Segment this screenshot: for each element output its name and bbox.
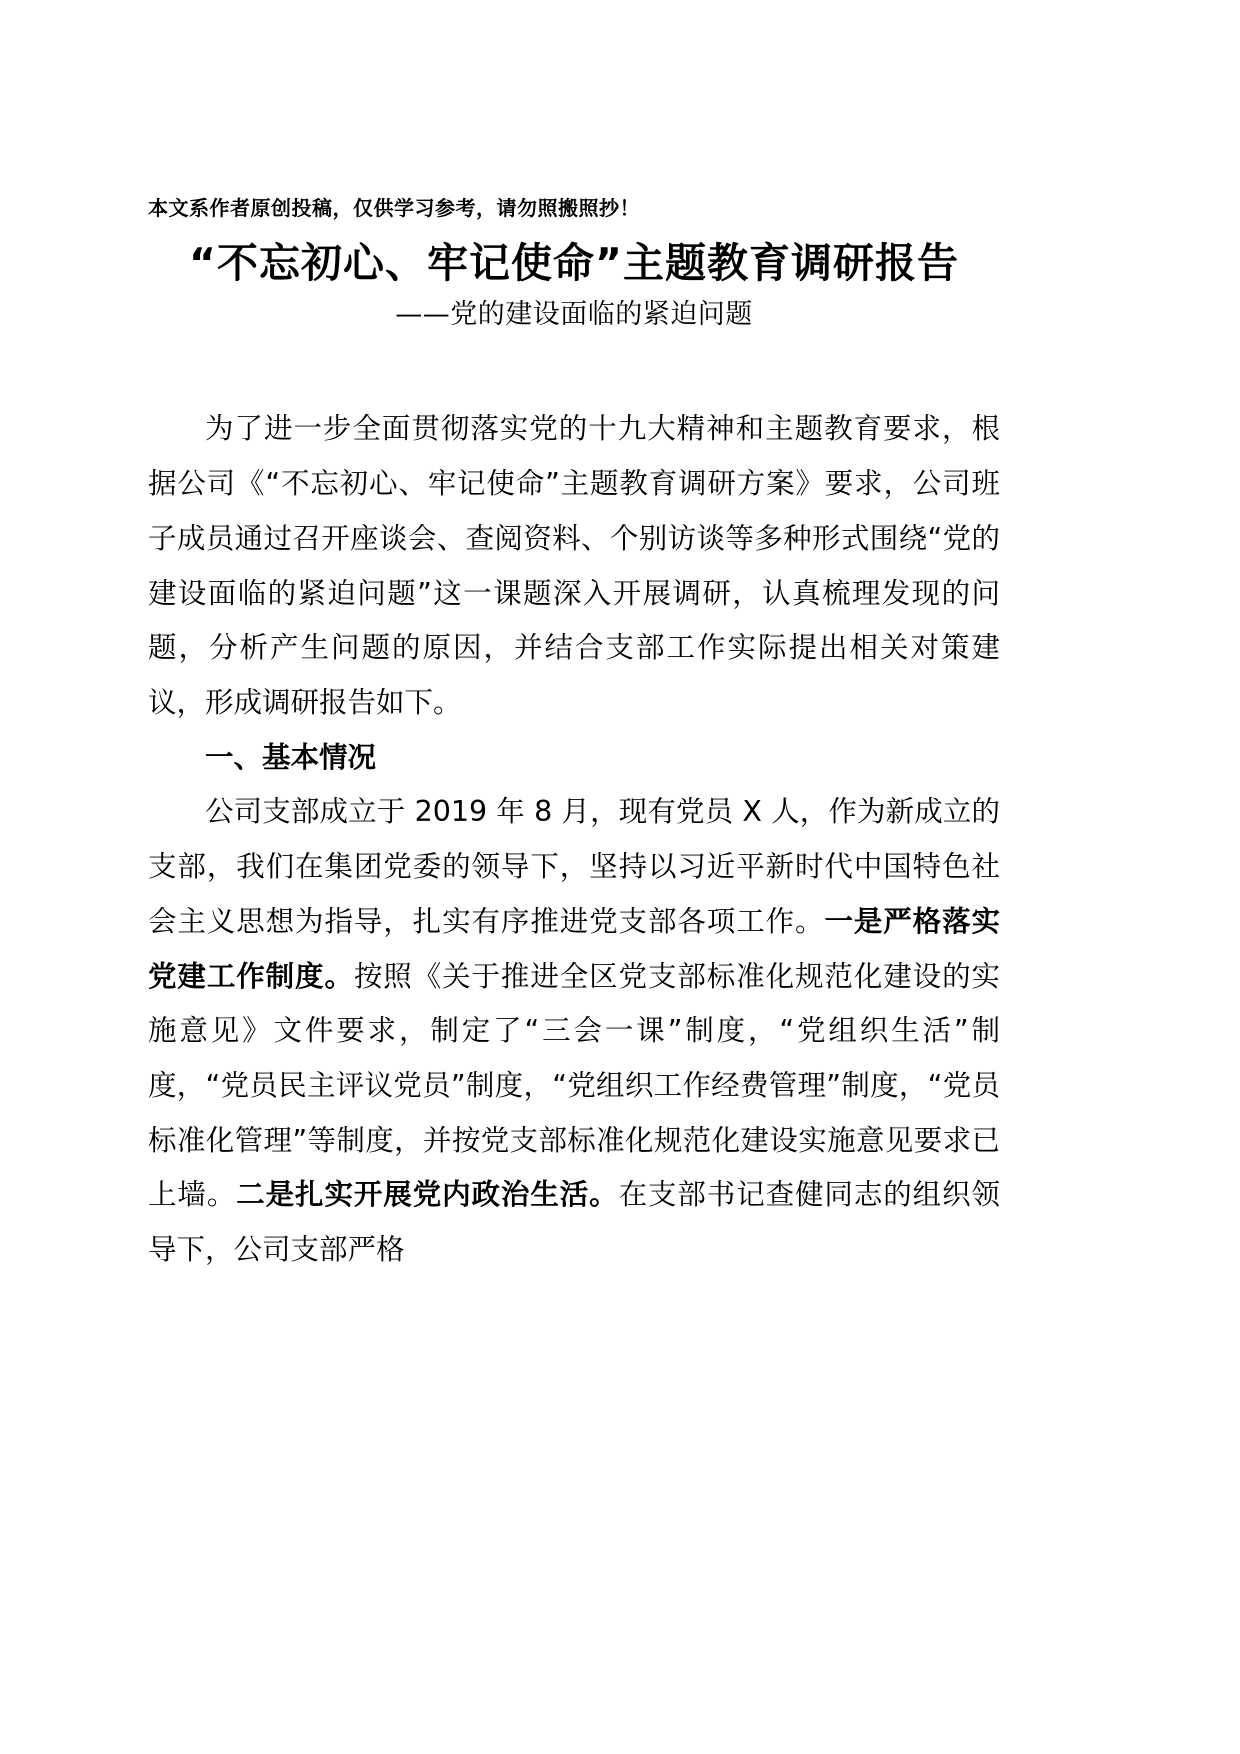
text-run: 按照《关于推进全区党支部标准化规范化建设的实施意见》文件要求，制定了“三会一课”制度，“党组织生活”制度，“党员民主评议党员”制度，“党组织工作经费管理”制度，“党员标准化管理”等制度，并按党支部标准化规范化建设实施意见要求已上墙。	[148, 959, 1000, 1212]
emphasis-run: 二是扎实开展党内政治生活。	[236, 1178, 619, 1212]
copyright-notice: 本文系作者原创投稿，仅供学习参考，请勿照搬照抄！	[148, 196, 640, 220]
page-title: “不忘初心、牢记使命”主题教育调研报告	[189, 239, 959, 287]
basic-situation-paragraph	[148, 785, 1000, 1277]
text-run: 公司支部成立于 2019 年 8 月，现有党员 X 人，作为新成立的支部，我们在集团党委的领导下，坚持以习近平新时代中国特色社会主义思想为指导，扎实有序推进党支部各项工作。	[148, 795, 1000, 938]
page-subtitle: ——党的建设面临的紧迫问题	[395, 299, 753, 331]
section-heading-one: 一、基本情况	[205, 740, 377, 774]
document-body	[148, 402, 1000, 1278]
title-body-spacer	[148, 344, 1000, 402]
emphasis-run: 一是严格落实党建工作制度。	[148, 904, 1000, 993]
text-run: 在支部书记查健同志的组织领导下，公司支部严格	[148, 1178, 1000, 1267]
document-content	[148, 196, 1000, 1278]
intro-paragraph: 为了进一步全面贯彻落实党的十九大精神和主题教育要求，根据公司《“不忘初心、牢记使命”主题教育调研方案》要求，公司班子成员通过召开座谈会、查阅资料、个别访谈等多种形式围绕“党的建设面临的紧迫问题”这一课题深入开展调研，认真梳理发现的问题，分析产生问题的原因，并结合支部工作实际提出相关对策建议，形成调研报告如下。	[148, 412, 1000, 719]
